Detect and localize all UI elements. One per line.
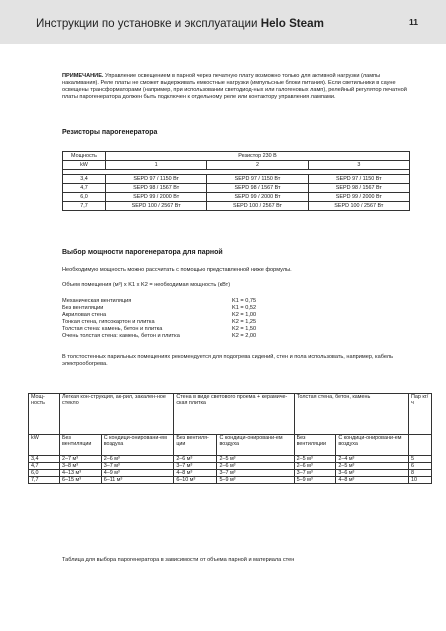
table-row: 4,7 SEPD 98 / 1567 Вт SEPD 98 / 1567 Вт SEPD 98 / 1567 Вт [63,184,410,193]
glass-wall-header: Стена в виде светового проема + керамиче-ская плитка [174,394,294,435]
note-text: Управление освещением в парной через печатную плату возможно только для активной нагрузки (лампы накаливания). Реле платы не сможет выдерживать емкостные нагрузки (импульсные блоки питания). Если светильники в сауне освещены трансформаторами (например, при использовании светодиод-ных или галогеновых ламп), релейный регулятор печатной платы парогенератора должен быть подключен к отдельному реле или контактору управления лампами. [62,73,407,100]
note-label: ПРИМЕЧАНИЕ. [62,73,104,79]
selection-table: Мощ-ность Легкая кон-струкция, ак-рил, закален-ное стекло Стена в виде светового проема + керамиче-ская плитка Толстая стена, бетон, камень Пар кг/ч kW Без вентиляции С кондици-онировани-ем воздуха Без вентиля-ции С кондици-онировани-ем воздуха Без вентиляции С кондици-онировани-ем воздуха 3,4 2–7 м³ 2–6 м³ 2–6 м³ 2–5 м³ 2–5 м³ 2–4 м³ 5 4,7 3–8 м³ 3–7 м³ 3–7 м³ 2–6 м³ 2–6 м³ 2–5 м³ 6 6,0 4–13 м³ 4–9 м³ 4–8 м³ 3–7 м³ 3–7 м³ 3–6 м³ 8 7,7 6–15 м³ 6–11 м³ 6–10 м³ 5–9 м³ 5–9 м³ 4–8 м³ 10 [28,393,432,484]
table-row: 4,7 3–8 м³ 3–7 м³ 3–7 м³ 2–6 м³ 2–6 м³ 2–5 м³ 6 [29,463,432,470]
list-item: Тонкая стена, гипсокартон и плитка K2 = 1,25 [62,318,257,325]
table-row: 6,0 4–13 м³ 4–9 м³ 4–8 м³ 3–7 м³ 3–7 м³ 3–6 м³ 8 [29,470,432,477]
list-item: Акриловая стена K2 = 1,00 [62,311,257,318]
selection-intro: Необходимую мощность можно рассчитать с помощью представленной ниже формулы. [62,267,292,273]
table-row: 3,4 SEPD 97 / 1150 Вт SEPD 97 / 1150 Вт SEPD 97 / 1150 Вт [63,175,410,184]
list-item: Очень толстая стена: камень, бетон и плитка K2 = 2,00 [62,332,257,339]
power-header: Мощ-ность [29,394,60,435]
unit-header: kW [63,161,106,170]
steam-header: Пар кг/ч [409,394,432,435]
thick-wall-header: Толстая стена, бетон, камень [294,394,408,435]
note-paragraph [62,73,410,101]
selection-heading: Выбор мощности парогенератора для парной [62,249,223,256]
col-header: 3 [308,161,409,170]
page-number: 11 [409,17,418,27]
page-header [0,0,446,44]
col-header: 1 [106,161,207,170]
table-row: 7,7 6–15 м³ 6–11 м³ 6–10 м³ 5–9 м³ 5–9 м³ 4–8 м³ 10 [29,477,432,484]
table-row: 3,4 2–7 м³ 2–6 м³ 2–6 м³ 2–5 м³ 2–5 м³ 2–4 м³ 5 [29,456,432,463]
list-item: Механическая вентиляция K1 = 0,75 [62,298,257,304]
page-title: Инструкции по установке и эксплуатации Helo Steam [36,17,324,30]
resistors-heading: Резисторы парогенератора [62,129,158,136]
resistors-table [62,151,410,211]
resistor-header: Резистор 230 В [106,152,410,161]
col-header: 2 [207,161,308,170]
power-header: Мощность [63,152,106,161]
table-row: 7,7 SEPD 100 / 2567 Вт SEPD 100 / 2567 Вт SEPD 100 / 2567 Вт [63,202,410,211]
list-item: Толстая стена: камень, бетон и плитка K2 = 1,50 [62,325,257,332]
table-caption: Таблица для выбора парогенератора в зависимости от объема парной и материала стен [62,557,295,563]
acrylic-header: Легкая кон-струкция, ак-рил, закален-ное стекло [60,394,174,435]
formula-text: Объем помещения (м³) x K1 x K2 = необходимая мощность (кВт) [62,282,231,288]
coefficient-list [62,298,256,339]
recommendation-text: В толстостенных парильных помещениях рекомендуется для подогрева сидений, стен и пола использовать, например, кабель электрообогрева. [62,354,393,367]
table-row: 6,0 SEPD 99 / 2000 Вт SEPD 99 / 2000 Вт SEPD 99 / 2000 Вт [63,193,410,202]
list-item: Без вентиляции K1 = 0,52 [62,304,257,311]
